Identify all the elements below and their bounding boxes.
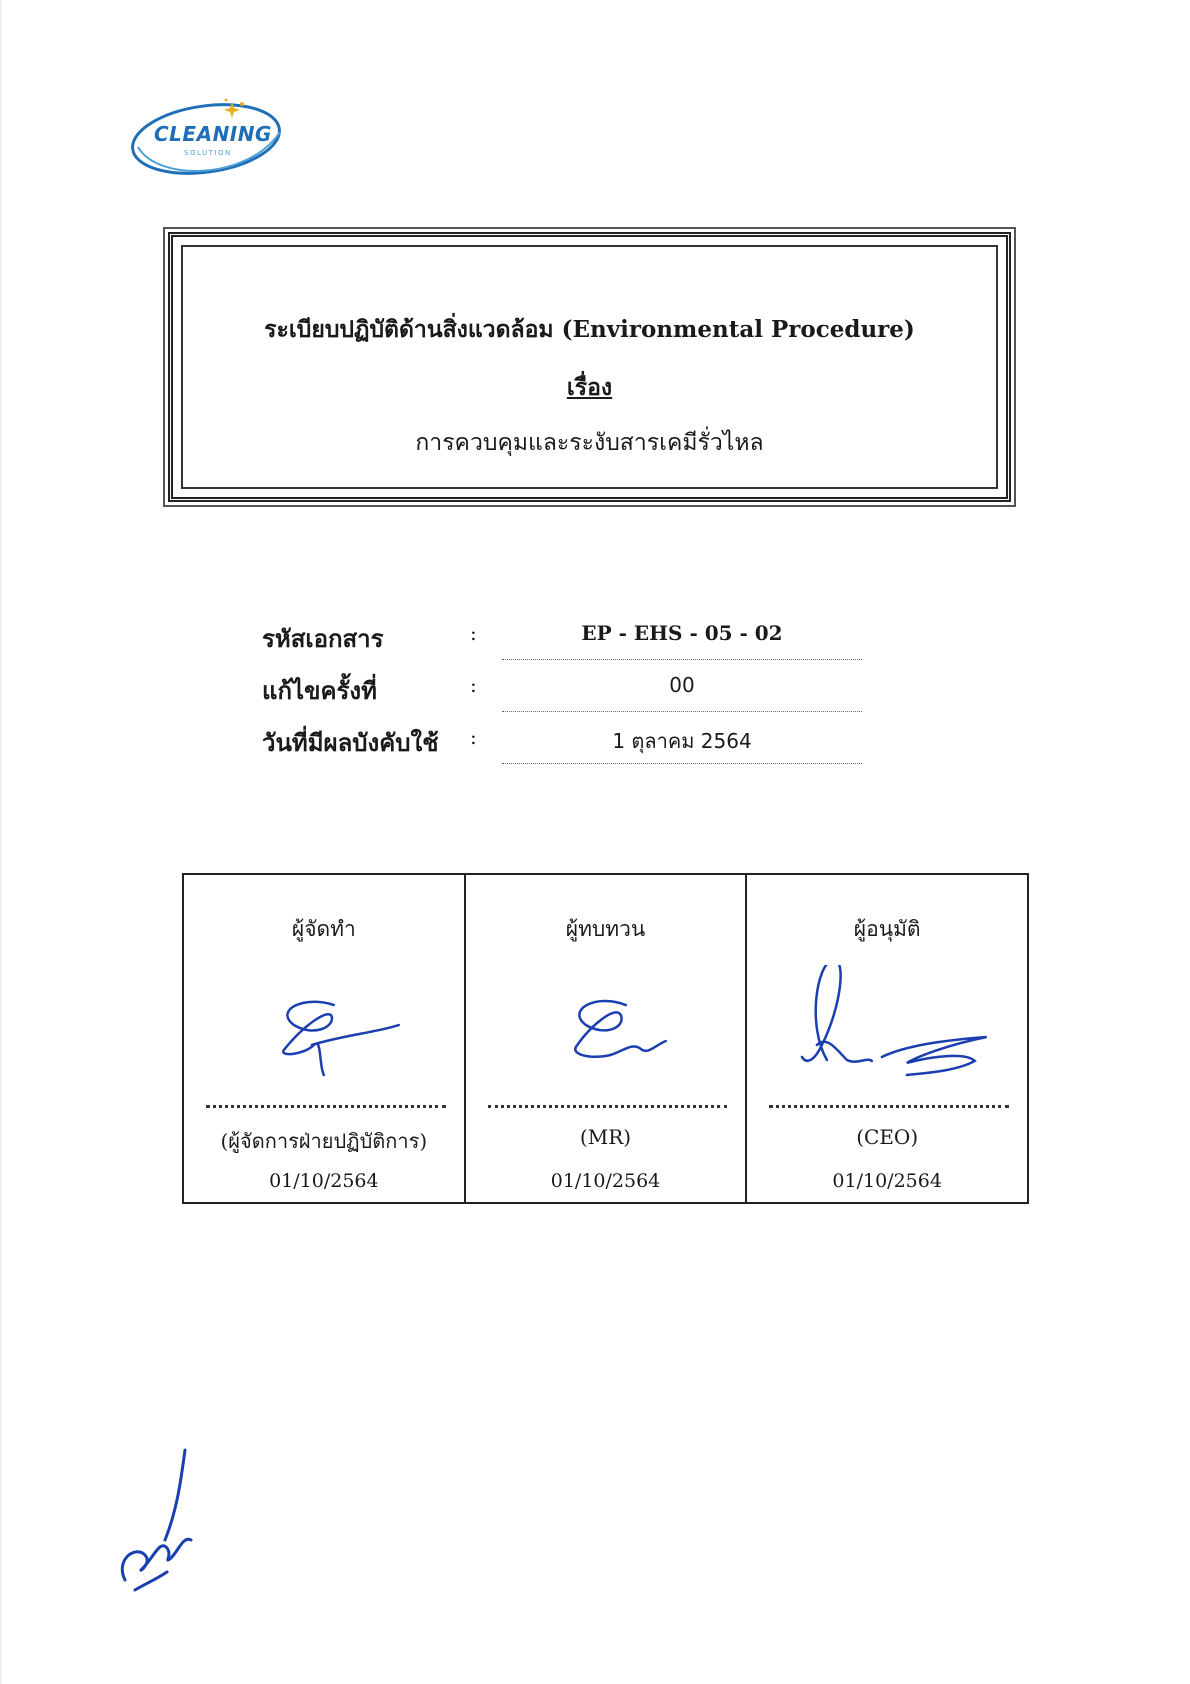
colon: : (470, 725, 477, 749)
signature-heading: ผู้จัดทำ (291, 917, 356, 941)
signature-cell-reviewer (466, 875, 748, 1202)
dotted-line (502, 763, 862, 764)
signature-table (182, 873, 1029, 1204)
subject-label: เรื่อง (566, 374, 613, 401)
colon: : (470, 621, 477, 645)
signature-line (488, 1105, 728, 1108)
signature-date: 01/10/2564 (269, 1170, 379, 1192)
signature-date: 01/10/2564 (550, 1170, 661, 1192)
document-code-label: รหัสเอกสาร (262, 624, 384, 653)
scan-edge (0, 0, 3, 1684)
signature-line (769, 1105, 1009, 1108)
logo-wordmark: CLEANING (154, 122, 272, 146)
signature-line (206, 1105, 446, 1108)
info-row-document-code (262, 615, 862, 667)
signer-role: (ผู้จัดการฝ่ายปฏิบัติการ) (220, 1129, 428, 1153)
info-row-effective-date (262, 719, 862, 771)
signature-cell-preparer (184, 875, 466, 1202)
handwritten-signature-icon (747, 965, 1027, 1095)
signer-role: (MR) (579, 1125, 632, 1149)
document-code-value: EP - EHS - 05 - 02 (581, 621, 783, 645)
dotted-line (502, 711, 862, 712)
signature-date: 01/10/2564 (832, 1170, 942, 1192)
effective-date-label: วันที่มีผลบังคับใช้ (262, 728, 439, 757)
document-title: ระเบียบปฏิบัติด้านสิ่งแวดล้อม (Environmental Procedure) (264, 316, 915, 343)
colon: : (470, 673, 477, 697)
document-info (262, 615, 862, 771)
logo-subtitle: SOLUTION (184, 149, 232, 157)
revision-label: แก้ไขครั้งที่ (262, 676, 377, 705)
signature-heading: ผู้อนุมัติ (853, 917, 921, 941)
signature-heading: ผู้ทบทวน (565, 917, 646, 941)
title-box (168, 232, 1011, 502)
company-logo (128, 92, 288, 182)
info-row-revision (262, 667, 862, 719)
handwritten-signature-icon (184, 965, 464, 1095)
handwritten-initials-icon (105, 1440, 215, 1600)
document-subject: การควบคุมและระงับสารเคมีรั่วไหล (415, 430, 764, 456)
revision-value: 00 (669, 673, 695, 697)
effective-date-value: 1 ตุลาคม 2564 (612, 729, 752, 753)
signature-cell-approver (747, 875, 1027, 1202)
dotted-line (502, 659, 862, 660)
handwritten-signature-icon (466, 965, 746, 1095)
title-box-inner (181, 245, 998, 489)
signer-role: (CEO) (856, 1125, 919, 1149)
